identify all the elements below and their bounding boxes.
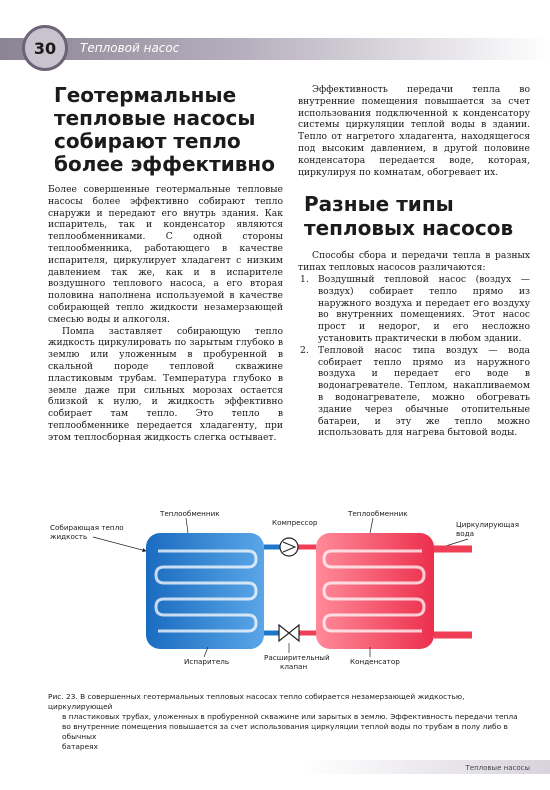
running-title: Тепловой насос [80,41,180,55]
page-number: 30 [33,38,57,58]
list-item-text: Воздушный тепловой насос (воздух — воздух) собирает тепло прямо из наружного воздуха и передает его воздуху во внутренних помещениях. Этот насос прост и недорог, и его несложно установить практически в любом здании. [318,273,530,344]
label-circulating-water-2: вода [456,529,475,538]
label-left-exchanger: Теплообменник [160,509,220,518]
list-intro: Способы сбора и передачи тепла в разных типах тепловых насосов различаются: [298,250,530,274]
caption-line: во внутренние помещения повышается за счет использования циркуляции теплой воды по трубам в полу либо в обычных [62,722,508,741]
paragraph: Более совершенные геотермальные тепловые насосы более эффективно собирают тепло снаружи и передают его внутрь здания. Как испаритель, так и конденсатор являются теплообменниками. С одной стороны теплообменника, работающего в качестве испарителя, циркулирует хладагент с низким давлением так же, как и в испарителе воздушного теплового насоса, а его вторая половина наполнена используемой в качестве собирающей тепло жидкости незамерзающей смесью воды и алкоголя. [48,184,283,325]
section-heading-geothermal: Геотермальные тепловые насосы собирают тепло более эффективно [54,83,275,176]
label-valve-2: клапан [280,662,308,671]
label-valve-1: Расширительный [264,653,330,662]
section-heading-types: Разные типы тепловых насосов [304,192,514,241]
expansion-valve-icon [279,625,299,641]
page-number-badge [22,25,68,71]
list-item [298,274,530,345]
right-column [298,84,530,439]
caption-line: Рис. 23. В совершенных геотермальных тепловых насосах тепло собирается незамерзающей жидкостью, циркулирующей [48,692,465,711]
label-collecting-fluid-1: Собирающая тепло [50,523,124,532]
heat-pump-types-list [298,274,530,439]
label-compressor: Компрессор [272,518,318,527]
caption-line: в пластиковых трубах, уложенных в пробуренной скважине или зарытых в землю. Эффективность передачи тепла [62,712,518,721]
list-number: 1. [300,273,309,285]
list-item-text: Тепловой насос типа воздух — вода собирает тепло прямо из наружного воздуха и передает его воде в водонагревателе. Теплом, накапливаемом в водонагревателе, можно обогревать здание через обычные отопительные батареи, и эту же тепло можно использовать для нагрева бытовой воды. [318,344,530,439]
paragraph: Эффективность передачи тепла во внутренние помещения повышается за счет использования подключенной к конденсатору системы циркуляции теплой воды в здании. Тепло от нагретого хладагента, находящегося под высоким давлением, в другой половине конденсатора передается воде, которая, циркулируя по комнатам, обогревает их. [298,84,530,178]
footer-running-title: Тепловые насосы [465,764,530,772]
label-evaporator: Испаритель [184,657,230,666]
list-item [298,345,530,439]
list-number: 2. [300,344,309,356]
figure-caption [48,692,530,752]
heat-pump-diagram [48,507,530,687]
label-collecting-fluid-2: жидкость [50,532,88,541]
caption-line: батареях [62,742,98,751]
label-right-exchanger: Теплообменник [348,509,408,518]
label-circulating-water-1: Циркулирующая [456,520,520,529]
label-condenser: Конденсатор [350,657,400,666]
left-column [48,84,283,444]
paragraph: Помпа заставляет собирающую тепло жидкость циркулировать по зарытым глубоко в землю или уложенным в пробуренной в скальной породе тепловой скважине пластиковым трубам. Температура глубоко в земле даже при сильных морозах остается близкой к нулю, и жидкость эффективно собирает там тепло. Это тепло в теплообменнике передается хладагенту, при этом теплосборная жидкость слегка остывает. [48,325,283,443]
